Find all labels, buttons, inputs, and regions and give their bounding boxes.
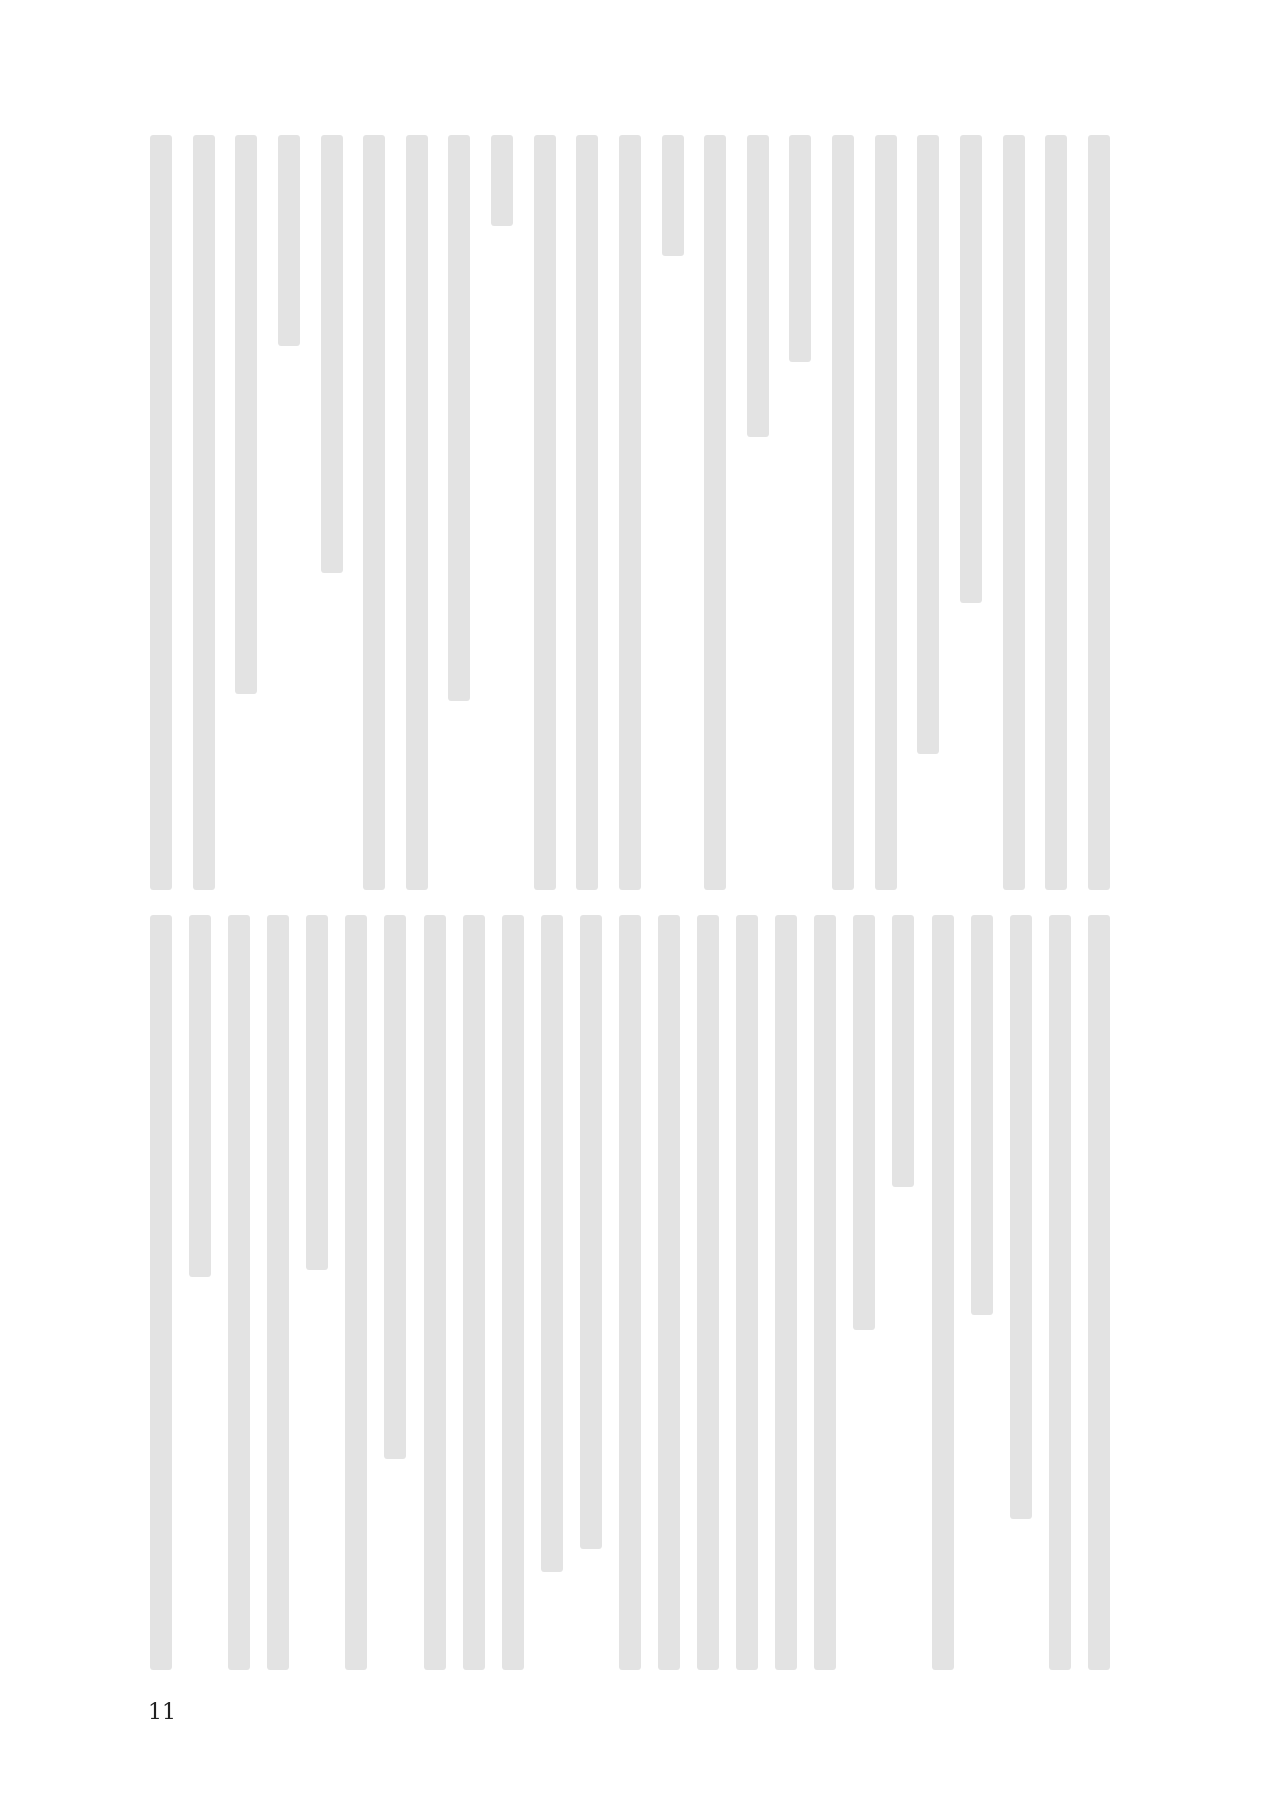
text-column-placeholder (189, 915, 211, 1277)
text-column-placeholder (619, 135, 641, 890)
text-column-placeholder (150, 915, 172, 1670)
text-column-placeholder (971, 915, 993, 1315)
text-column-placeholder (278, 135, 300, 346)
text-column-placeholder (235, 135, 257, 694)
text-column-placeholder (384, 915, 406, 1459)
text-column-placeholder (917, 135, 939, 754)
text-column-placeholder (267, 915, 289, 1670)
text-column-placeholder (814, 915, 836, 1670)
text-column-placeholder (150, 135, 172, 890)
text-column-placeholder (1010, 915, 1032, 1519)
text-column-placeholder (228, 915, 250, 1670)
text-block-upper (150, 135, 1110, 890)
text-column-placeholder (736, 915, 758, 1670)
text-column-placeholder (662, 135, 684, 256)
text-column-placeholder (363, 135, 385, 890)
text-column-placeholder (424, 915, 446, 1670)
text-column-placeholder (775, 915, 797, 1670)
text-column-placeholder (932, 915, 954, 1670)
text-column-placeholder (747, 135, 769, 437)
text-column-placeholder (892, 915, 914, 1187)
page-number: 11 (148, 1700, 176, 1725)
text-column-placeholder (448, 135, 470, 701)
text-block-lower (150, 915, 1110, 1670)
text-column-placeholder (875, 135, 897, 890)
text-column-placeholder (704, 135, 726, 890)
text-column-placeholder (345, 915, 367, 1670)
text-column-placeholder (1088, 915, 1110, 1670)
text-column-placeholder (406, 135, 428, 890)
text-column-placeholder (580, 915, 602, 1549)
text-column-placeholder (463, 915, 485, 1670)
text-column-placeholder (789, 135, 811, 362)
text-column-placeholder (1045, 135, 1067, 890)
text-column-placeholder (853, 915, 875, 1330)
text-column-placeholder (1049, 915, 1071, 1670)
text-column-placeholder (960, 135, 982, 603)
text-column-placeholder (576, 135, 598, 890)
text-column-placeholder (491, 135, 513, 226)
text-column-placeholder (502, 915, 524, 1670)
text-column-placeholder (193, 135, 215, 890)
text-column-placeholder (306, 915, 328, 1270)
text-column-placeholder (697, 915, 719, 1670)
text-column-placeholder (658, 915, 680, 1670)
text-column-placeholder (541, 915, 563, 1572)
text-column-placeholder (619, 915, 641, 1670)
text-column-placeholder (321, 135, 343, 573)
text-column-placeholder (1088, 135, 1110, 890)
text-column-placeholder (832, 135, 854, 890)
text-column-placeholder (534, 135, 556, 890)
text-column-placeholder (1003, 135, 1025, 890)
